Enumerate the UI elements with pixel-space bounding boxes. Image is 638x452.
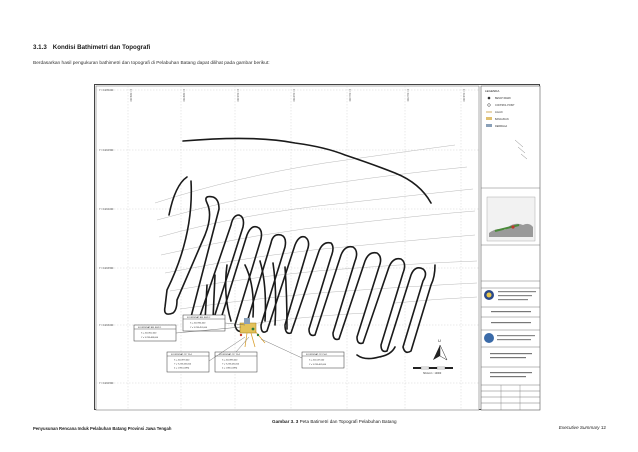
grid-label-y: Y = 9.234.000 [99, 209, 114, 211]
svg-text:SKALA 1 : 10000: SKALA 1 : 10000 [423, 372, 442, 375]
svg-text:Z = 1.865 (LWS): Z = 1.865 (LWS) [222, 367, 238, 370]
grid-label-x: X = 410.000 [236, 89, 238, 102]
section-heading [33, 44, 150, 51]
page-number: 12 [600, 425, 606, 430]
intro-paragraph: Berdasarkan hasil pengukuran bathimetri dan topografi di Pelabuhan Batang dapat dilihat pada gambar berikut: [33, 61, 270, 66]
legend-item-bench-mark: BENCH MARK [495, 97, 511, 100]
figure-caption [272, 419, 397, 424]
bm-box-ph1 [302, 352, 344, 368]
grid-label-y: Y = 9.233.000 [99, 325, 114, 327]
legend-item-control-point: CONTROL POINT [495, 104, 515, 107]
svg-text:KOORDINAT CP. PH-1: KOORDINAT CP. PH-1 [306, 354, 328, 356]
figure-caption-label: Gambar 3. 3 [272, 419, 299, 424]
svg-text:KOORDINAT CP. TG-2: KOORDINAT CP. TG-2 [219, 354, 241, 356]
svg-text:Y = 9.233.468,000: Y = 9.233.468,000 [141, 337, 159, 339]
agency-logo [484, 333, 494, 343]
svg-text:U: U [438, 338, 441, 343]
svg-text:KOORDINAT BM. BGP-2: KOORDINAT BM. BGP-2 [187, 317, 211, 319]
svg-text:Y = 9.233.451,000: Y = 9.233.451,000 [190, 327, 208, 329]
svg-text:X = 410.934,000: X = 410.934,000 [190, 322, 206, 325]
svg-text:X = 411.047,000: X = 411.047,000 [309, 359, 325, 362]
grid-label-x: X = 409.000 [129, 89, 131, 102]
map-area [96, 86, 479, 410]
bm-box-bgp2 [183, 315, 225, 331]
svg-text:X = 410.812,000: X = 410.812,000 [141, 332, 157, 335]
grid-label-y: Y = 9.232.500 [99, 383, 114, 385]
svg-text:X = 410.879,000: X = 410.879,000 [174, 359, 190, 362]
svg-text:Y = 9.233.432,000: Y = 9.233.432,000 [174, 363, 192, 366]
grid-label-x: X = 410.500 [292, 89, 294, 102]
section-title: Kondisi Bathimetri dan Topografi [52, 44, 151, 51]
svg-text:Z = 1.965 (LWS): Z = 1.965 (LWS) [174, 367, 190, 370]
grid-label-y: Y = 9.233.500 [99, 268, 114, 270]
svg-text:Y = 9.233.420,000: Y = 9.233.420,000 [222, 363, 240, 366]
legend-title: LEGENDA [485, 89, 500, 93]
svg-text:KOORDINAT BM. BGP-1: KOORDINAT BM. BGP-1 [138, 327, 162, 329]
section-number: 3.1.3 [33, 44, 47, 51]
title-block-panel [481, 86, 540, 410]
grid-label-y: Y = 9.234.500 [99, 150, 114, 152]
svg-text:X = 410.893,000: X = 410.893,000 [222, 359, 238, 362]
svg-text:Y = 9.233.402,000: Y = 9.233.402,000 [309, 364, 327, 366]
bathymetry-map [94, 84, 540, 410]
footer-section-title: Executive Summary [558, 425, 600, 430]
bm-box-tg2 [215, 352, 257, 372]
legend-item-road: JALAN [495, 111, 503, 114]
grid-label-y: Y = 9.235.000 [99, 90, 114, 92]
legend-item-pier: DERMAGA [495, 125, 508, 128]
grid-label-x: X = 409.500 [182, 89, 184, 102]
footer-page-info [559, 425, 606, 430]
bathymetry-map-svg [95, 85, 541, 411]
svg-text:KOORDINAT CP. TG-1: KOORDINAT CP. TG-1 [171, 354, 193, 356]
grid-label-x: X = 411.000 [348, 89, 350, 102]
grid-label-x: X = 411.500 [406, 89, 408, 102]
footer-document-title: Penyusunan Rencana Induk Pelabuhan Batang Provinsi Jawa Tengah [33, 426, 172, 431]
bm-box-bgp1 [134, 325, 176, 341]
grid-label-x: X = 412.000 [462, 89, 464, 102]
figure-caption-text: Peta Batimetri dan Topografi Pelabuhan Batang [299, 419, 397, 424]
legend-item-building: BANGUNAN [495, 118, 509, 121]
bm-box-tg1 [167, 352, 209, 372]
